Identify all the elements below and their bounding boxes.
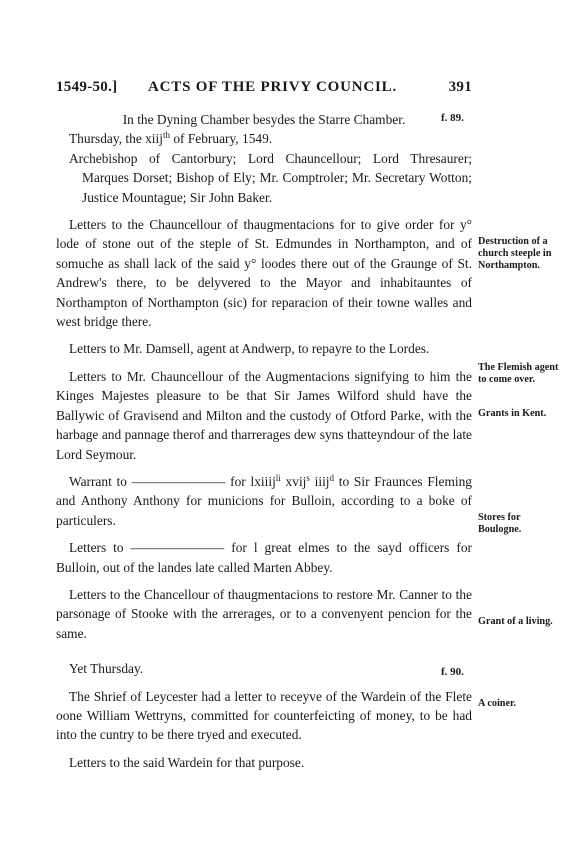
running-header bbox=[56, 79, 472, 99]
entry-northampton: Letters to the Chauncellour of thaugmentacions for to give order for y° lode of stone out of the steple of St. Edmundes in Northampton, and of somuche as shall lack of the said y° loodes there out of the Graunge of St. Andrew's there, to be delyvered to the Mayor and inhabitauntes of Northampton of Northampton (sic) for reparacion of their towne walles and west bridge there. bbox=[56, 217, 472, 330]
page-number: 391 bbox=[448, 79, 472, 95]
entry-wardein: Letters to the said Wardein for that purpose. bbox=[69, 754, 305, 770]
folio-marker: f. 89. bbox=[441, 112, 464, 124]
margin-note: Stores for Boulogne. bbox=[478, 512, 522, 535]
header-title: ACTS OF THE PRIVY COUNCIL. bbox=[148, 79, 398, 95]
attendees-list: Archebishop of Cantorbury; Lord Chauncellour; Lord Thresaurer; Marques Dorset; Bishop of Ely; Mr. Comptroler; Mr. Secretary Wotton; Justice Mountague; Sir John Baker. bbox=[69, 150, 472, 205]
folio-marker: f. 90. bbox=[441, 666, 464, 678]
entry-warrant: Warrant to ——————— for lxiiij$^{li}$ xvij$^s$ iiij$^d$ to Sir Fraunces Fleming and Anthony Anthony for municions for Bulloin, according to a boke of particulers. bbox=[56, 472, 472, 528]
margin-note: The Flemish agent to come over. bbox=[478, 362, 559, 385]
entry-leycester: The Shrief of Leycester had a letter to receyve of the Wardein of the Flete oone William Wettryns, committed for counterfeicting of money, to be had into the cuntry to be there tryed and executed. bbox=[56, 688, 472, 743]
margin-note: Grants in Kent. bbox=[478, 408, 547, 419]
margin-note: A coiner. bbox=[478, 698, 517, 709]
meeting-date: Thursday, the xiij$^{th}$ of February, 1549. bbox=[69, 130, 273, 147]
entry-damsell: Letters to Mr. Damsell, agent at Andwerp, to repayre to the Lordes. bbox=[69, 341, 430, 357]
meeting-location: In the Dyning Chamber besydes the Starre Chamber. bbox=[122, 112, 406, 127]
document-body bbox=[56, 110, 472, 772]
margin-note: Grant of a living. bbox=[478, 616, 553, 627]
entry-elmes: Letters to ——————— for l great elmes to the sayd officers for Bulloin, out of the landes late called Marten Abbey. bbox=[56, 540, 472, 575]
header-dates: 1549-50.] bbox=[56, 79, 118, 95]
margin-note: Destruction of a church steeple in Northampton. bbox=[478, 236, 552, 271]
entry-canner: Letters to the Chancellour of thaugmentacions to restore Mr. Canner to the parsonage of Stooke with the arrerages, or to a convenyent pencion for the same. bbox=[56, 586, 472, 641]
entry-kent: Letters to Mr. Chauncellour of the Augmentacions signifying to him the Kinges Majestes pleasure to be that Sir James Wilford shuld have the Ballywic of Gravisend and Milton and the custody of Otford Parke, with the harbage and pannage therof and tharrerages dew syns thatteyndour of the late Lord Seymour. bbox=[56, 368, 472, 462]
meeting-date-2: Yet Thursday. bbox=[69, 661, 144, 677]
